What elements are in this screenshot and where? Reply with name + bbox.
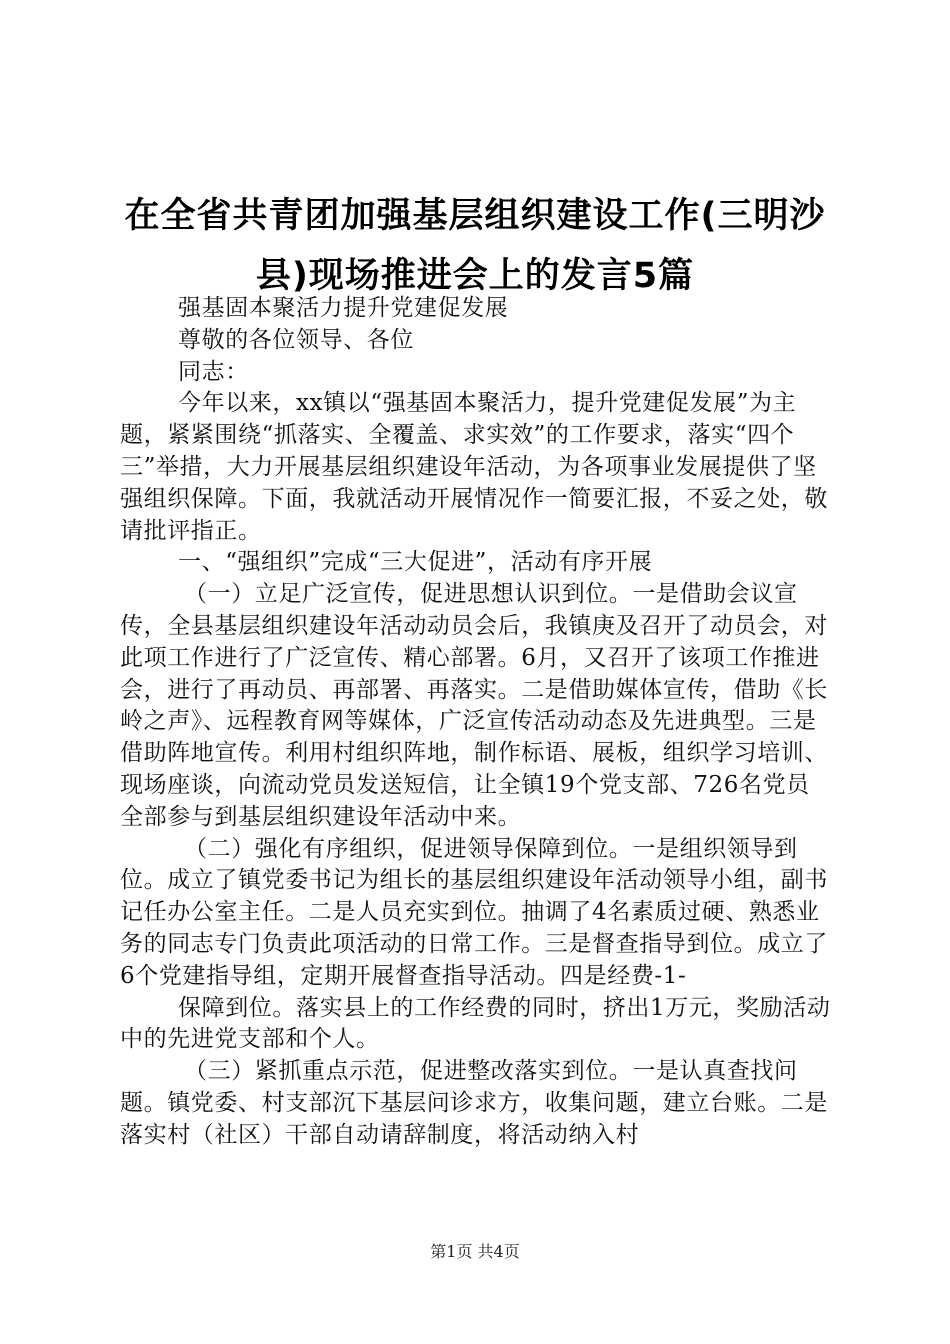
- section-heading: 一、“强组织”完成“三大促进”，活动有序开展: [178, 549, 653, 576]
- body-paragraph-3: （三）紧抓重点示范，促进整改落实到位。一是认真查找问题。镇党委、村支部沉下基层问诊求方，收集问题，建立台账。二是落实村（社区）干部自动请辞制度，将活动纳入村: [120, 1058, 828, 1148]
- subtitle-paragraph: 强基固本聚活力提升党建促发展: [178, 295, 509, 321]
- title-line-2: 县)现场推进会上的发言5篇: [255, 256, 695, 296]
- page-footer: 第1页 共4页: [430, 1242, 520, 1261]
- document-body: [120, 293, 832, 1152]
- body-paragraph-1: （一）立足广泛宣传，促进思想认识到位。一是借助会议宣传，全县基层组织建设年活动动员会后，我镇庚及召开了动员会，对此项工作进行了广泛宣传、精心部署。6月，又召开了该项工作推进会，进行了再动员、再部署、再落实。二是借助媒体宣传，借助《长岭之声》、远程教育网等媒体，广泛宣传活动动态及先进典型。三是借助阵地宣传。利用村组织阵地，制作标语、展板，组织学习培训、现场座谈，向流动党员发送短信，让全镇19个党支部、726名党员全部参与到基层组织建设年活动中来。: [120, 581, 828, 830]
- salutation-line-2: 同志：: [178, 358, 249, 385]
- body-paragraph-2-continued: 保障到位。落实县上的工作经费的同时，挤出1万元，奖励活动中的先进党支部和个人。: [120, 994, 831, 1053]
- intro-paragraph: 今年以来，xx镇以“强基固本聚活力，提升党建促发展”为主题，紧紧围绕“抓落实、全覆盖、求实效”的工作要求，落实“四个三”举措，大力开展基层组织建设年活动，为各项事业发展提供了坚强组织保障。下面，我就活动开展情况作一简要汇报，不妥之处，敬请批评指正。: [120, 390, 828, 544]
- title-line-1: 在全省共青团加强基层组织建设工作(三明沙: [124, 196, 826, 236]
- document-title: [100, 186, 850, 306]
- salutation-line: 尊敬的各位领导、各位: [178, 326, 414, 353]
- body-paragraph-2: （二）强化有序组织，促进领导保障到位。一是组织领导到位。成立了镇党委书记为组长的基层组织建设年活动领导小组，副书记任办公室主任。二是人员充实到位。抽调了4名素质过硬、熟悉业务的同志专门负责此项活动的日常工作。三是督查指导到位。成立了6个党建指导组，定期开展督查指导活动。四是经费-1-: [120, 835, 828, 989]
